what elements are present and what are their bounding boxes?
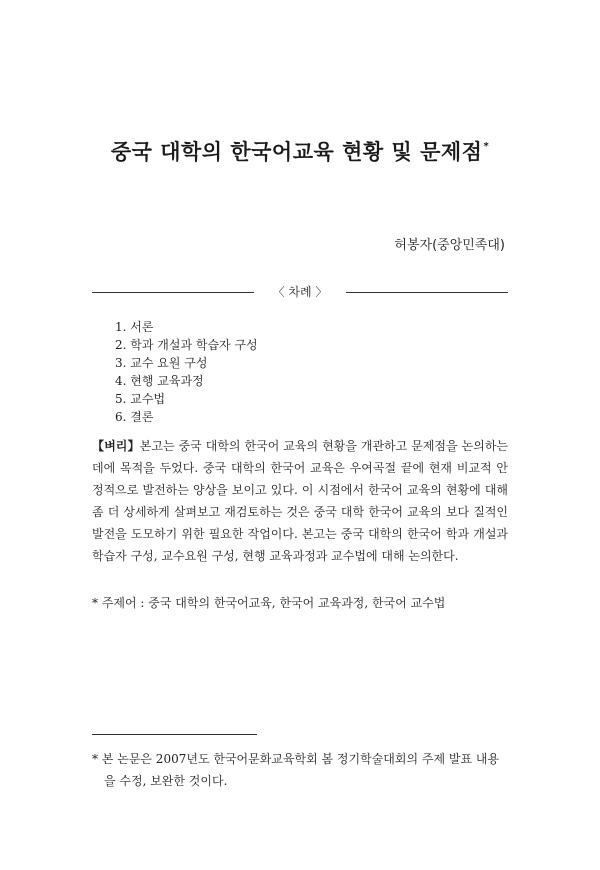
toc-rule-right <box>346 292 508 293</box>
toc-item: 4. 현행 교육과정 <box>115 374 204 388</box>
abstract-text: 본고는 중국 대학의 한국어 교육의 현황을 개관하고 문제점을 논의하는 데에 목적을 두었다. 중국 대학의 한국어 교육은 우여곡절 끝에 현재 비교적 안정적으로 발전하는 양상을 보이고 있다. 이 시점에서 한국어 교육의 현황에 대해 좀 더 상세하게 살펴보고 재검토하는 것은 중국 대학 한국어 교육의 보다 질적인 발전을 도모하기 위한 필요한 작업이다. 본고는 중국 대학의 한국어 학과 개설과 학습자 구성, 교수요원 구성, 현행 교육과정과 교수법에 대해 논의한다. <box>92 439 508 563</box>
paper-title <box>0 136 600 166</box>
title-text: 중국 대학의 한국어교육 현황 및 문제점 <box>110 140 483 164</box>
toc-item: 6. 결론 <box>115 410 154 424</box>
abstract <box>92 435 508 567</box>
toc-item: 5. 교수법 <box>115 392 166 406</box>
toc-item: 3. 교수 요원 구성 <box>115 356 208 370</box>
toc-item: 1. 서론 <box>115 320 154 334</box>
author-affiliation: 허봉자(중앙민족대) <box>394 238 505 253</box>
title-footnote-mark: * <box>483 141 490 152</box>
footnote-divider <box>92 734 257 735</box>
toc-heading <box>92 283 508 301</box>
toc-item: 2. 학과 개설과 학습자 구성 <box>115 338 258 352</box>
toc-heading-label: 〈 차례 〉 <box>272 285 328 299</box>
keywords: * 주제어 : 중국 대학의 한국어교육, 한국어 교육과정, 한국어 교수법 <box>92 596 446 610</box>
toc-list <box>115 318 258 426</box>
abstract-tag: 【벼리】 <box>92 439 140 453</box>
footnote: * 본 논문은 2007년도 한국어문화교육학회 봄 정기학술대회의 주제 발표 내용을 수정, 보완한 것이다. <box>92 752 500 788</box>
